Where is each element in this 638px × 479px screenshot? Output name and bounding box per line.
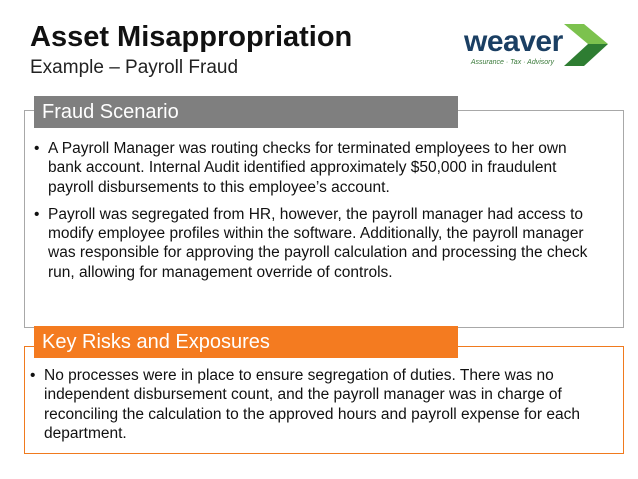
fraud-scenario-list xyxy=(30,139,600,290)
list-item xyxy=(30,205,600,282)
key-risks-list xyxy=(26,366,620,451)
key-risks-section xyxy=(24,326,624,454)
chevron-arrow-icon xyxy=(562,24,612,66)
bullet-dot: • xyxy=(34,140,40,157)
list-item xyxy=(26,366,620,443)
bullet-dot: • xyxy=(34,205,40,223)
fraud-scenario-section xyxy=(24,96,624,328)
list-item-text: No processes were in place to ensure segregation of duties. There was no independent disbursement count, and the payroll manager was in charge of reconciling the calculation to the approved hours and payroll expense for each department. xyxy=(44,367,580,442)
list-item xyxy=(30,139,600,197)
list-item-text: A Payroll Manager was routing checks for terminated employees to her own bank account. Internal Audit identified approximately $50,000 in fraudulent payroll disbursements to this employee’s account. xyxy=(48,140,567,196)
list-item-text: Payroll was segregated from HR, however, the payroll manager had access to modify employee profiles within the software. Additionally, the payroll manager was responsible for approving the payroll calculation and processing the check run, allowing for management override of controls. xyxy=(48,205,588,281)
slide-title: Asset Misappropriation xyxy=(30,21,353,53)
logo-tagline: Assurance · Tax · Advisory xyxy=(470,59,554,66)
bullet-dot: • xyxy=(30,367,36,384)
key-risks-header: Key Risks and Exposures xyxy=(34,326,458,358)
slide-subtitle: Example – Payroll Fraud xyxy=(30,57,239,78)
logo-wordmark: weaver xyxy=(464,25,563,58)
fraud-scenario-header: Fraud Scenario xyxy=(34,96,458,128)
weaver-logo xyxy=(452,24,614,72)
